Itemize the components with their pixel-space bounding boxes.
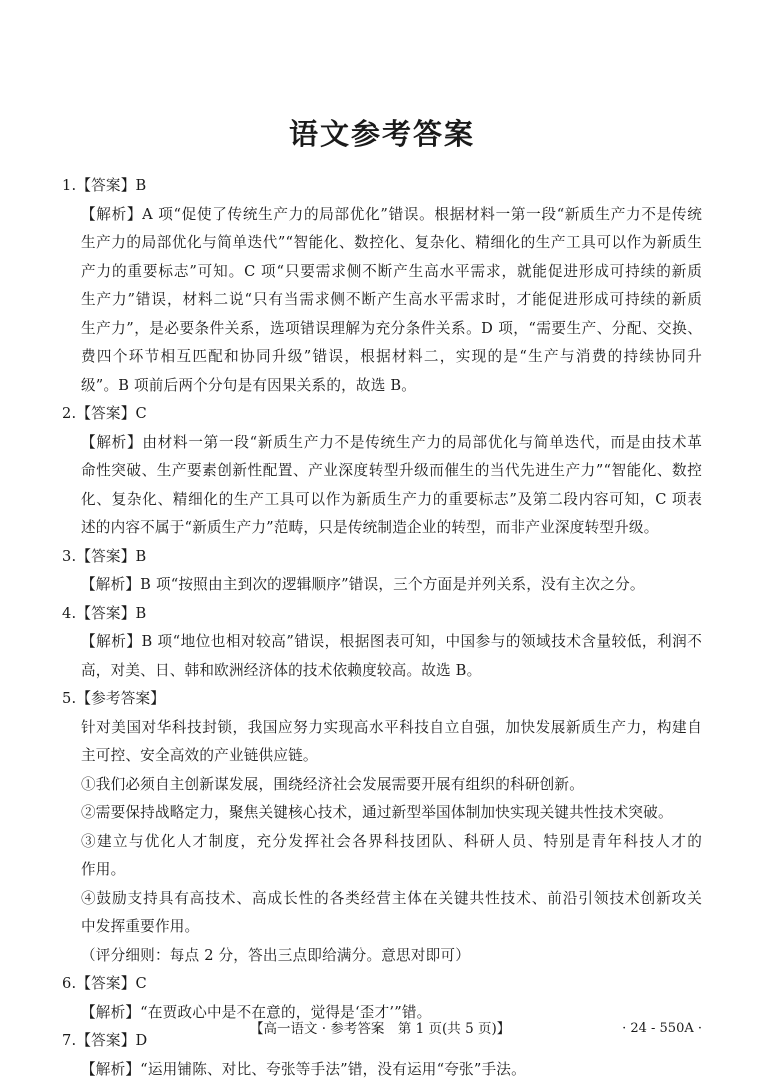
question-7-answer: 7.【答案】D xyxy=(62,1027,702,1056)
question-1-analysis-line: 生产力”错误，材料二说“只有当需求侧不断产生高水平需求时，才能促进形成可持续的新质 xyxy=(62,286,702,315)
answer-content xyxy=(62,172,702,1084)
question-5-answer: 5.【参考答案】 xyxy=(62,685,702,714)
page-title: 语文参考答案 xyxy=(0,112,764,153)
question-3-analysis-line: 【解析】B 项“按照由主到次的逻辑顺序”错误，三个方面是并列关系，没有主次之分。 xyxy=(62,571,702,600)
question-5-answer-line: 作用。 xyxy=(62,856,702,885)
question-5-answer-line: ①我们必须自主创新谋发展，围绕经济社会发展需要开展有组织的科研创新。 xyxy=(62,771,702,800)
question-1-analysis-line: 产力的重要标志”可知。C 项“只要需求侧不断产生高水平需求，就能促进形成可持续的新质 xyxy=(62,258,702,287)
question-1-analysis-line: 级”。B 项前后两个分句是有因果关系的，故选 B。 xyxy=(62,372,702,401)
question-5-answer-line: 主可控、安全高效的产业链供应链。 xyxy=(62,742,702,771)
question-6-answer: 6.【答案】C xyxy=(62,970,702,999)
question-1-analysis-line: 费四个环节相互匹配和协同升级”错误，根据材料二，实现的是“生产与消费的持续协同升 xyxy=(62,343,702,372)
question-3-answer: 3.【答案】B xyxy=(62,543,702,572)
question-5-answer-line: ②需要保持战略定力，聚焦关键核心技术，通过新型举国体制加快实现关键共性技术突破。 xyxy=(62,799,702,828)
question-2-analysis-line: 化、复杂化、精细化的生产工具可以作为新质生产力的重要标志”及第二段内容可知，C 项表 xyxy=(62,486,702,515)
question-6-analysis-line: 【解析】“在贾政心中是不在意的，觉得是‘歪才’”错。 xyxy=(62,999,702,1028)
footer-page-info: 【高一语文 · 参考答案 第 1 页(共 5 页)】 xyxy=(250,1018,510,1040)
page-footer xyxy=(0,1018,764,1040)
question-5-scoring-note: （评分细则：每点 2 分，答出三点即给满分。意思对即可） xyxy=(62,942,702,971)
question-1-analysis-line: 生产力的局部优化与简单迭代”“智能化、数控化、复杂化、精细化的生产工具可以作为新质生 xyxy=(62,229,702,258)
question-5-answer-line: ④鼓励支持具有高技术、高成长性的各类经营主体在关键共性技术、前沿引领技术创新攻关 xyxy=(62,885,702,914)
question-1-answer: 1.【答案】B xyxy=(62,172,702,201)
question-5-answer-line: 中发挥重要作用。 xyxy=(62,913,702,942)
question-4-answer: 4.【答案】B xyxy=(62,600,702,629)
question-2-analysis-line: 【解析】由材料一第一段“新质生产力不是传统生产力的局部优化与简单迭代，而是由技术革 xyxy=(62,429,702,458)
question-7-analysis-line: 【解析】“运用铺陈、对比、夸张等手法”错，没有运用“夸张”手法。 xyxy=(62,1056,702,1084)
question-1-analysis-line: 【解析】A 项“促使了传统生产力的局部优化”错误。根据材料一第一段“新质生产力不是传统 xyxy=(62,201,702,230)
question-4-analysis-line: 【解析】B 项“地位也相对较高”错误，根据图表可知，中国参与的领域技术含量较低，利润不 xyxy=(62,628,702,657)
question-2-analysis-line: 命性突破、生产要素创新性配置、产业深度转型升级而催生的当代先进生产力”“智能化、数控 xyxy=(62,457,702,486)
question-4-analysis-line: 高，对美、日、韩和欧洲经济体的技术依赖度较高。故选 B。 xyxy=(62,657,702,686)
question-2-answer: 2.【答案】C xyxy=(62,400,702,429)
question-5-answer-line: 针对美国对华科技封锁，我国应努力实现高水平科技自立自强，加快发展新质生产力，构建自 xyxy=(62,714,702,743)
question-5-answer-line: ③建立与优化人才制度，充分发挥社会各界科技团队、科研人员、特别是青年科技人才的 xyxy=(62,828,702,857)
question-1-analysis-line: 生产力”，是必要条件关系，选项错误理解为充分条件关系。D 项，“需要生产、分配、交换、 xyxy=(62,315,702,344)
question-2-analysis-line: 述的内容不属于“新质生产力”范畴，只是传统制造企业的转型，而非产业深度转型升级。 xyxy=(62,514,702,543)
footer-doc-code: · 24 - 550A · xyxy=(622,1018,702,1040)
